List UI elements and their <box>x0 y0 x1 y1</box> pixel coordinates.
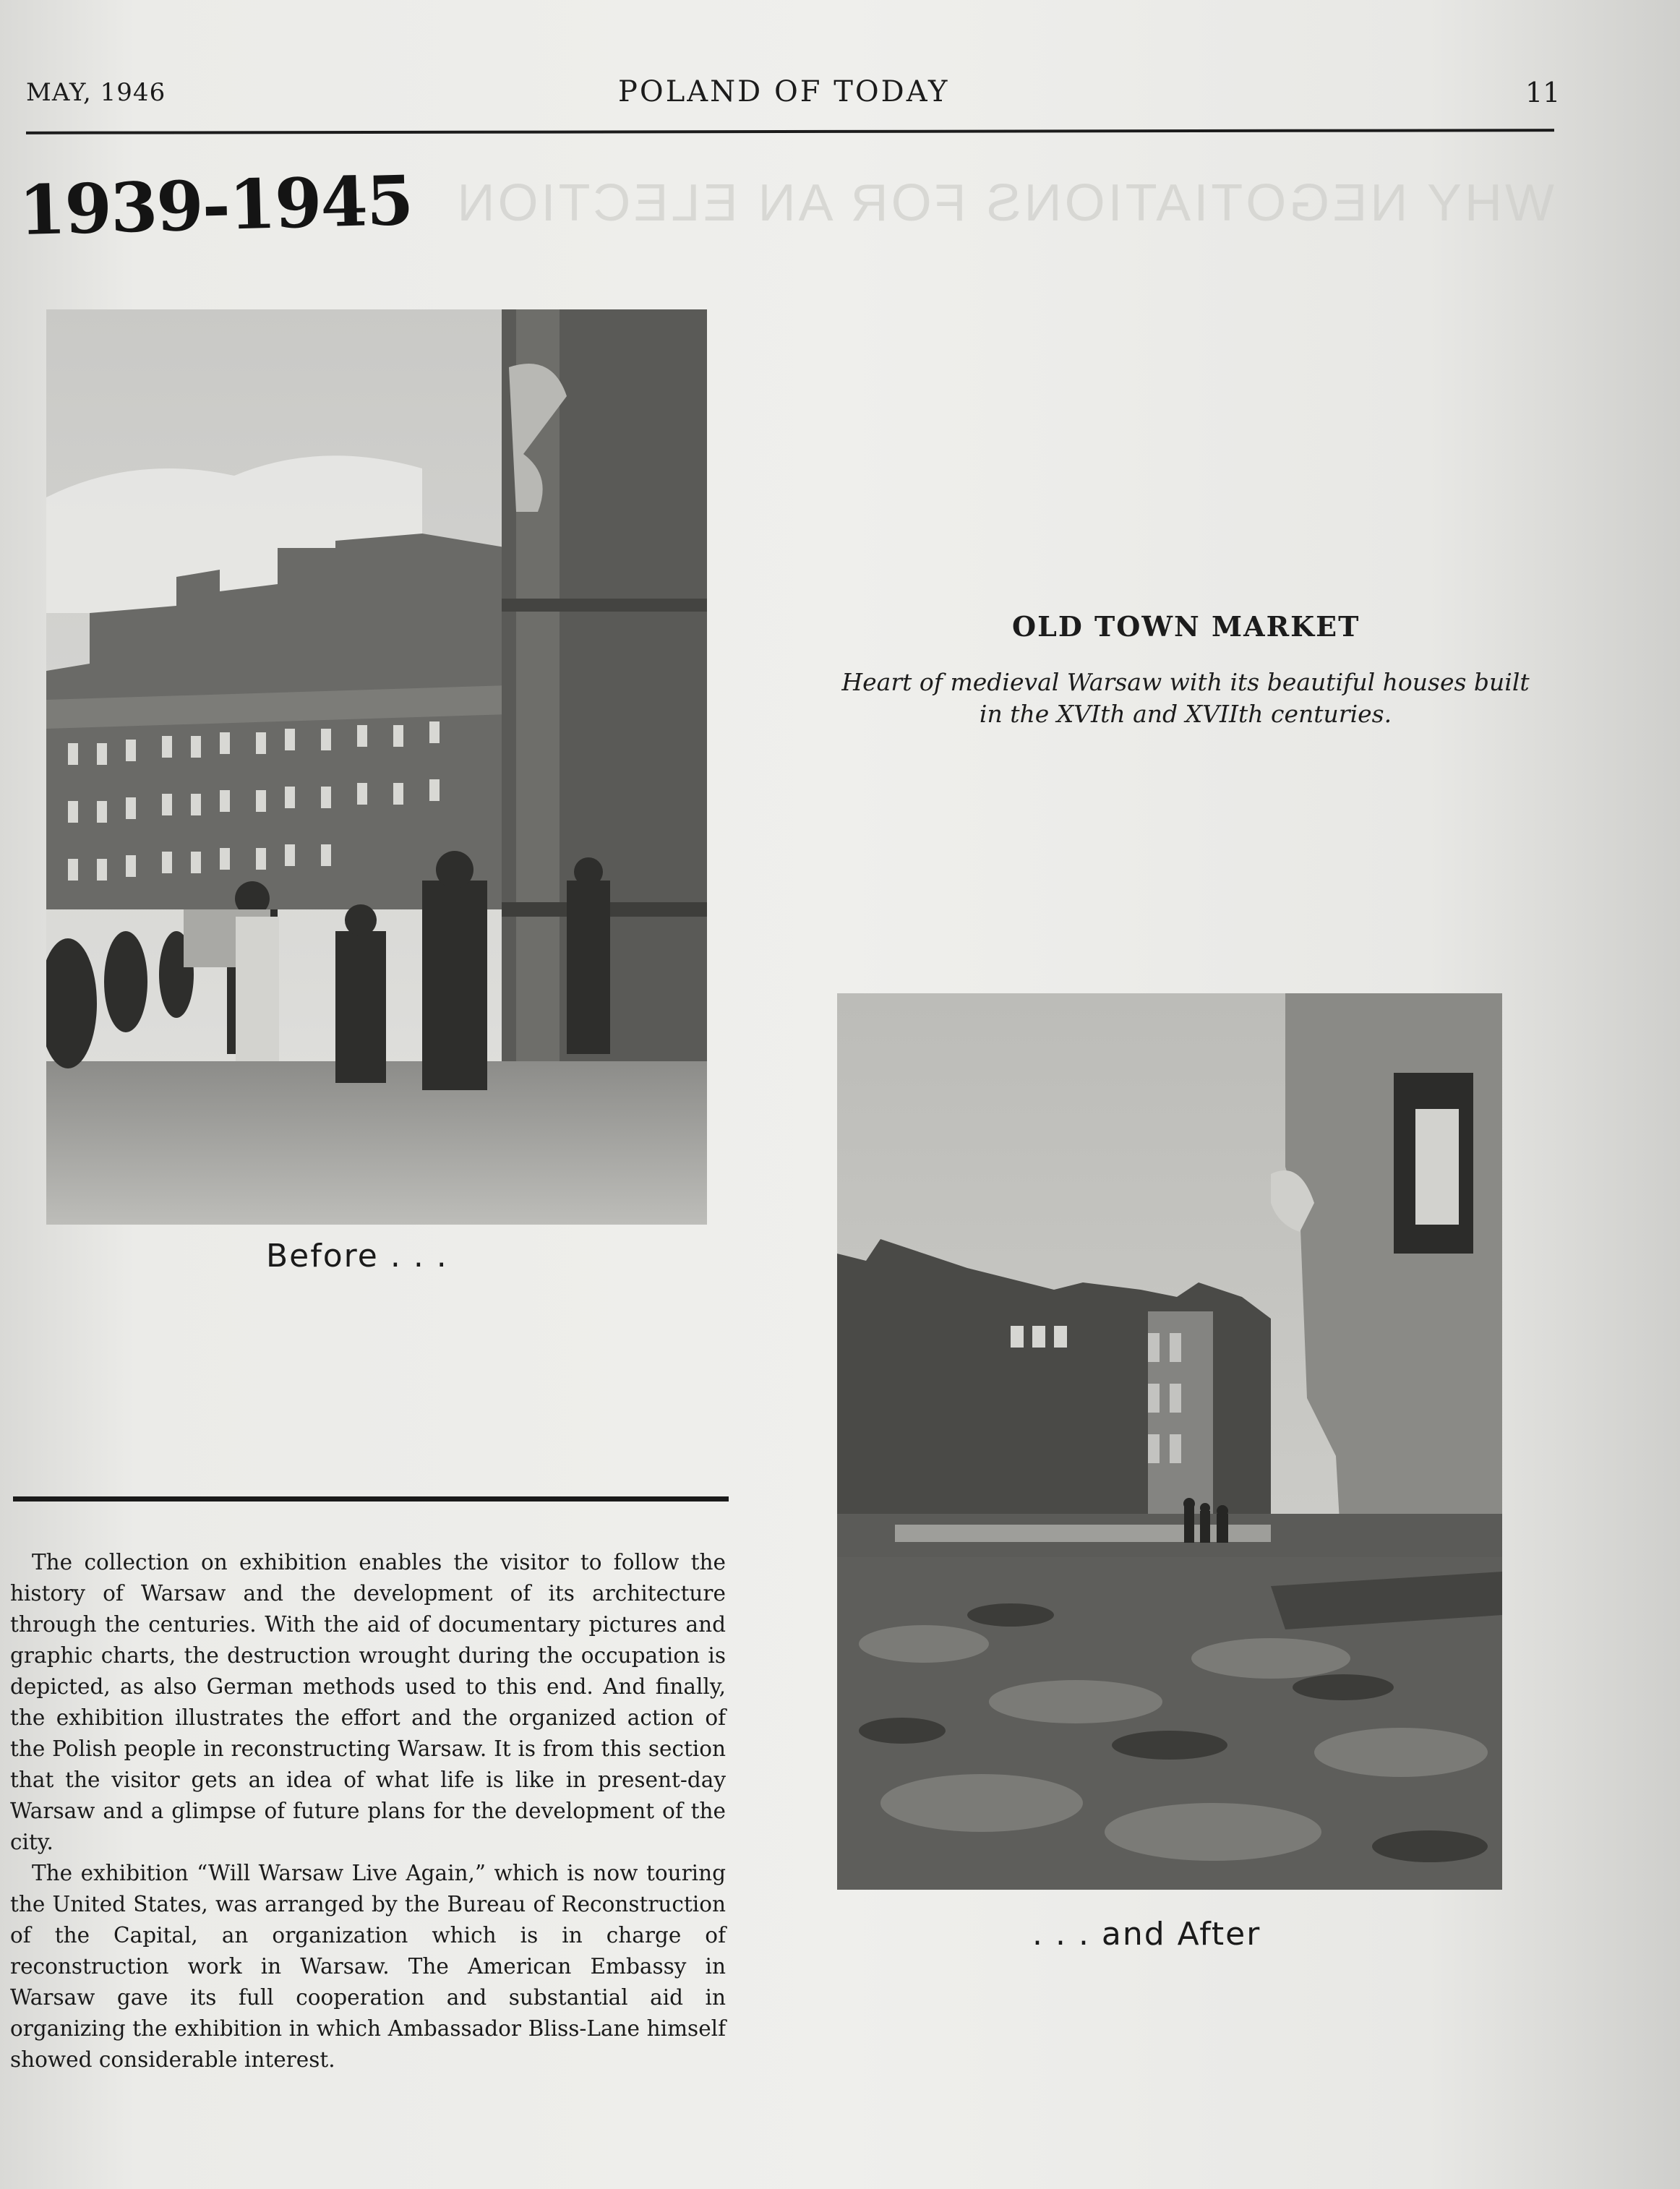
header-page-number: 11 <box>1525 77 1561 108</box>
after-photo <box>837 993 1502 1890</box>
header-rule <box>26 129 1554 134</box>
old-town-subtitle-line-2: in the XVIth and XVIIth centuries. <box>979 700 1392 728</box>
header-date: MAY, 1946 <box>26 78 166 107</box>
article-body <box>10 1547 726 2076</box>
article-paragraph-1: The collection on exhibition enables the visitor to follow the history of Warsaw and the development of its architecture through the centuries. With the aid of documentary pictures and graphic charts, the destruction wrought during the occupation is depicted, as also German methods used to this end. And finally, the exhibition illustrates the effort and the organized action of the Polish people in reconstructing Warsaw. It is from this section that the visitor gets an idea of what life is like in present-day Warsaw and a glimpse of future plans for the development of the city. <box>10 1550 726 1854</box>
header-publication: POLAND OF TODAY <box>618 75 950 108</box>
before-photo <box>46 309 707 1225</box>
bleed-through-text: WHY NEGOTIATIONS FOR AN ELECTION <box>454 174 1554 232</box>
section-rule <box>13 1496 729 1502</box>
old-town-title: OLD TOWN MARKET <box>1012 610 1360 643</box>
old-town-subtitle <box>817 667 1554 730</box>
after-caption: . . . and After <box>1032 1916 1261 1953</box>
years-heading: 1939-1945 <box>17 160 413 252</box>
before-caption: Before . . . <box>266 1238 448 1275</box>
article-paragraph-2: The exhibition “Will Warsaw Live Again,” which is now touring the United States, was arranged by the Bureau of Reconstruction of the Capital, an organization which is in charge of reconstruction work in Warsaw. The American Embassy in Warsaw gave its full cooperation and substantial aid in organizing the exhibition in which Ambassador Bliss-Lane himself showed considerable interest. <box>10 1861 726 2072</box>
old-town-subtitle-line-1: Heart of medieval Warsaw with its beautiful houses built <box>841 668 1530 696</box>
